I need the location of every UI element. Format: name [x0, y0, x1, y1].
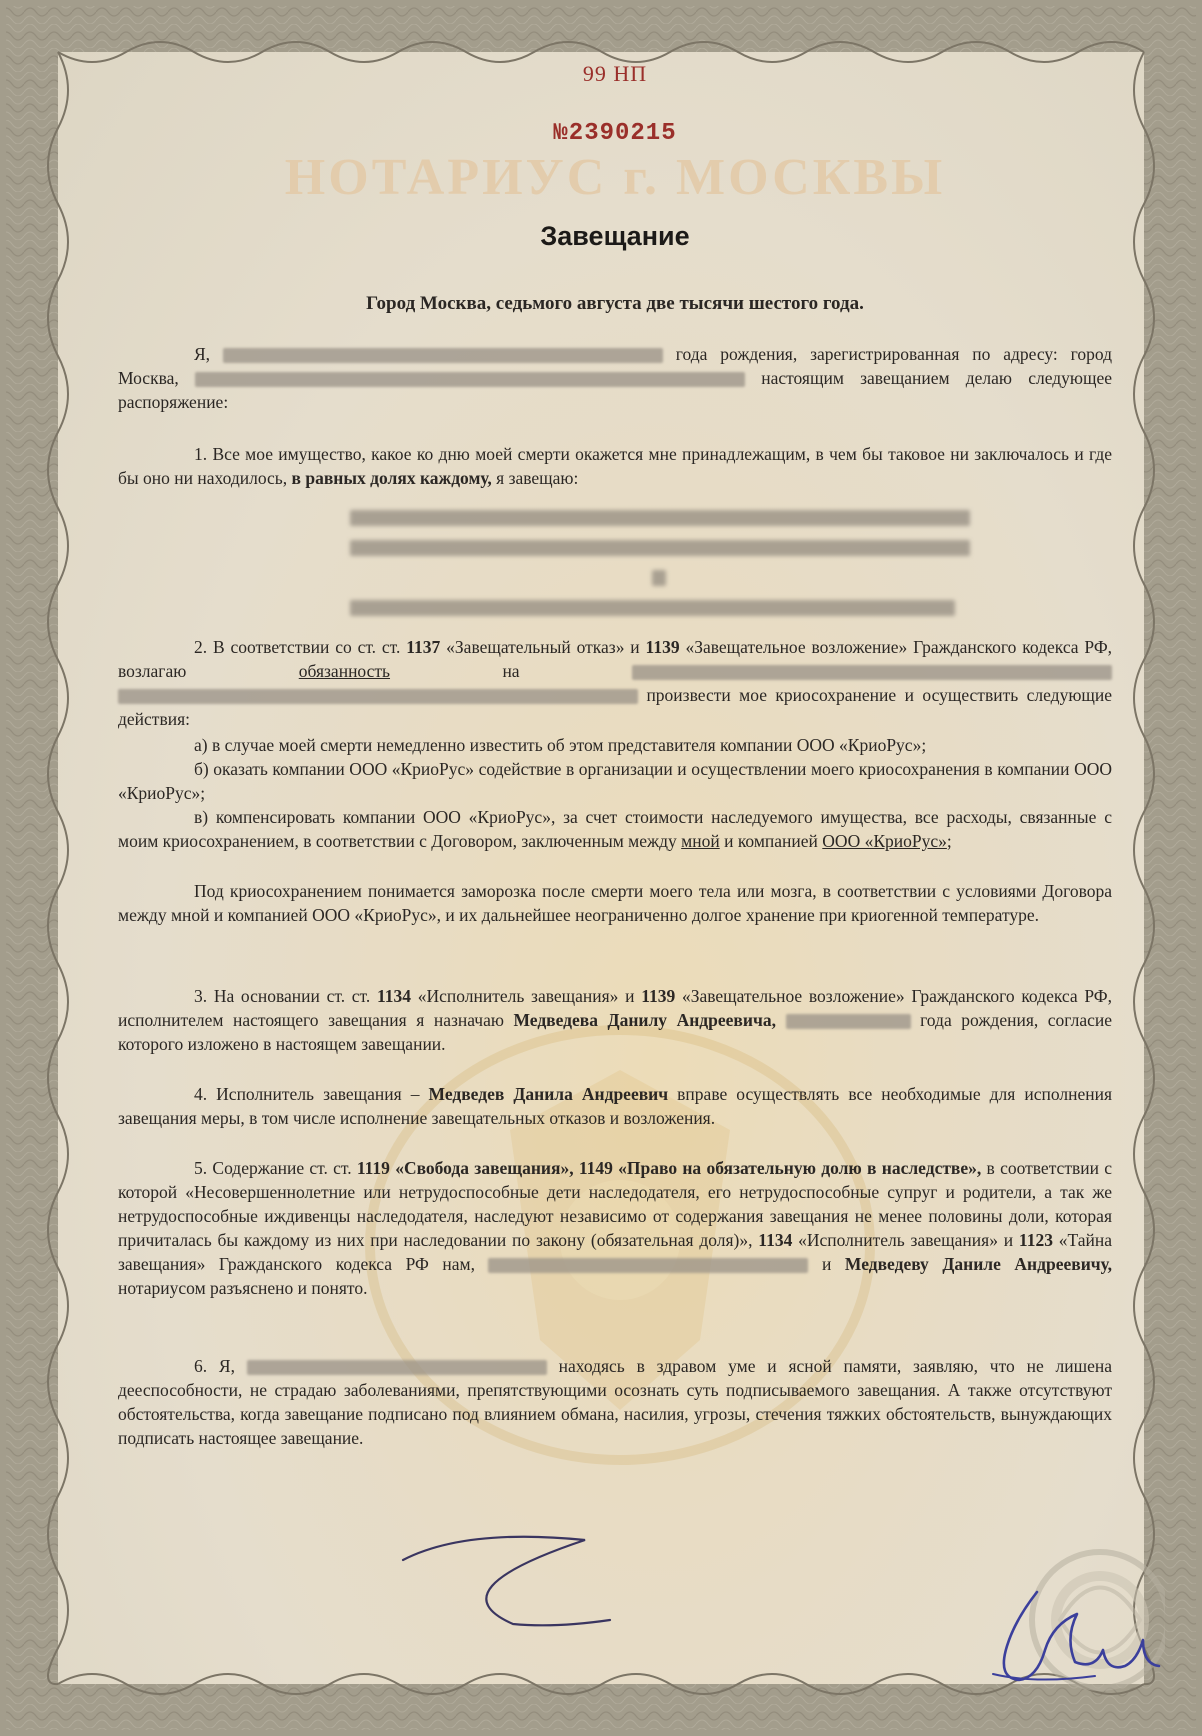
p2-part-8: произвести мое криосохранение и осуществить следующие действия:	[118, 685, 1113, 729]
redacted-heir-1	[350, 510, 970, 526]
document-title: Завещание	[540, 221, 690, 251]
p2-article-1137: 1137	[406, 637, 441, 657]
redacted-address	[195, 372, 745, 387]
document-number: №2390215	[553, 120, 677, 147]
intro-part-3: настоящим завещанием делаю следующее распоряжение:	[118, 368, 1112, 412]
intro-part-2: года рождения, зарегистрированная по адресу: город Москва,	[118, 344, 1112, 388]
redacted-testator-name-2	[247, 1360, 547, 1375]
redacted-name	[223, 348, 663, 363]
p2-article-1139: 1139	[645, 637, 680, 657]
notary-signature	[975, 1580, 1165, 1690]
notary-header: НОТАРИУС г. МОСКВЫ	[284, 149, 946, 206]
p1-part-3: я завещаю:	[496, 468, 579, 488]
paragraph-intro	[118, 342, 1112, 414]
p5-executor-name: Медведеву Даниле Андреевичу,	[844, 1254, 1113, 1274]
p5-article-1123: 1123	[1018, 1230, 1053, 1250]
p3-article-1139: 1139	[641, 986, 676, 1006]
paragraph-2-item-b: б) оказать компании ООО «КриоРус» содействие в организации и осуществлении моего криосохранения в компании ООО «КриоРус»;	[118, 759, 1112, 803]
paragraph-2-item-a: а) в случае моей смерти немедленно известить об этом представителя компании ООО «КриоРус»;	[194, 735, 927, 755]
p2-c-part-1: в) компенсировать компании ООО «КриоРус», за счет стоимости наследуемого имущества, все расходы, связанные с моим криосохранением, в соответствии с Договором, заключенным между	[118, 807, 1112, 851]
redacted-conjunction	[652, 570, 666, 586]
p5-part-11: «Тайна завещания» Гражданского кодекса РФ нам,	[118, 1230, 1113, 1274]
p3-part-3: «Исполнитель завещания» и	[417, 986, 635, 1006]
paragraph-3	[118, 984, 1112, 1056]
p5-part-1: 5.	[194, 1158, 208, 1178]
p5-part-7: в соответствии с которой «Несовершеннолетние или нетрудоспособные дети наследодателя, его нетрудоспособные супруг и родители, а так же нетрудоспособные иждивенцы наследодателя, наследуют независимо от содержания завещания не менее половины доли, которая причиталась бы каждому из них при наследовании по закону (обязательная доля)»,	[118, 1158, 1112, 1250]
p3-part-5: «Завещательное возложение» Гражданского кодекса РФ, исполнителем настоящего завещания я назначаю	[118, 986, 1112, 1030]
p5-part-9: «Исполнитель завещания» и	[798, 1230, 1014, 1250]
intro-part-1: Я,	[194, 344, 211, 364]
p2-c-part-5: ;	[946, 831, 952, 851]
paragraph-2	[118, 635, 1112, 731]
p2-c-company: ООО «КриоРус»	[822, 831, 947, 851]
paragraph-5	[118, 1156, 1112, 1300]
p6-part-2: находясь в здравом уме и ясной памяти, заявляю, что не лишена дееспособности, не страдаю заболеваниями, препятствующими осознать суть подписываемого завещания. А также отсутствуют обстоятельства, когда завещание подписано под влиянием обмана, насилия, угрозы, стечения тяжких обстоятельств, вынуждающих подписать настоящее завещание.	[118, 1356, 1112, 1448]
p5-part-12: и	[822, 1254, 832, 1274]
p3-part-1: 3. На основании ст. ст.	[194, 986, 371, 1006]
paragraph-4	[118, 1082, 1112, 1130]
p3-part-7: года рождения, согласие которого изложено в настоящем завещании.	[118, 1010, 1112, 1054]
p4-executor-name: Медведев Данила Андреевич	[428, 1084, 669, 1104]
p1-part-1: 1. Все мое имущество, какое ко дню моей смерти окажется мне принадлежащим, в чем бы таковое ни заключалось и где бы оно ни находилось,	[118, 444, 1112, 488]
p2-part-1: 2. В соответствии со ст. ст.	[194, 637, 401, 657]
p5-article-1134: 1134	[758, 1230, 793, 1250]
redacted-heir-1-line-2	[350, 540, 970, 556]
p5-freedom: «Свобода завещания»,	[395, 1158, 574, 1178]
p2-part-5: «Завещательное возложение» Гражданского кодекса РФ, возлагаю	[118, 637, 1113, 681]
p2-c-me: мной	[681, 831, 720, 851]
redacted-birthdate	[786, 1014, 911, 1029]
p2-c-part-3: и компанией	[724, 831, 818, 851]
p5-mandatory-share: «Право на обязательную долю в наследстве»,	[618, 1158, 982, 1178]
p1-equal-shares: в равных долях каждому,	[291, 468, 492, 488]
place-date: Город Москва, седьмого августа две тысячи шестого года.	[366, 293, 864, 314]
paragraph-2-item-c	[118, 805, 1112, 853]
redacted-persons	[632, 665, 1112, 680]
p3-article-1134: 1134	[376, 986, 412, 1006]
paragraph-2-definition: Под криосохранением понимается заморозка после смерти моего тела или мозга, в соответствии с условиями Договора между мной и компанией ООО «КриоРус», и их дальнейшее неограниченно долгое хранение при криогенной температуре.	[118, 881, 1112, 925]
p2-obligation: обязанность	[298, 661, 391, 681]
redacted-testator-name	[488, 1258, 808, 1273]
p4-part-1: 4. Исполнитель завещания –	[194, 1084, 420, 1104]
document-series: 99 НП	[582, 61, 648, 86]
p2-part-3: «Завещательный отказ» и	[446, 637, 640, 657]
redacted-heir-2	[350, 600, 955, 616]
p2-part-7: на	[502, 661, 520, 681]
p6-part-1: 6. Я,	[194, 1356, 235, 1376]
paragraph-1	[118, 442, 1112, 490]
paragraph-6	[118, 1354, 1112, 1450]
p5-part-14: нотариусом разъяснено и понято.	[118, 1278, 368, 1298]
testator-signature	[395, 1520, 620, 1630]
p5-part-2: Содержание ст. ст.	[212, 1158, 352, 1178]
p4-part-3: вправе осуществлять все необходимые для исполнения завещания меры, в том числе исполнение завещательных отказов и возложения.	[118, 1084, 1113, 1128]
heirs-list	[350, 510, 950, 630]
p5-article-1119: 1119	[356, 1158, 390, 1178]
redacted-persons-2	[118, 689, 638, 704]
p3-executor-name: Медведева Данилу Андреевича,	[513, 1010, 776, 1030]
p5-article-1149: 1149	[578, 1158, 613, 1178]
